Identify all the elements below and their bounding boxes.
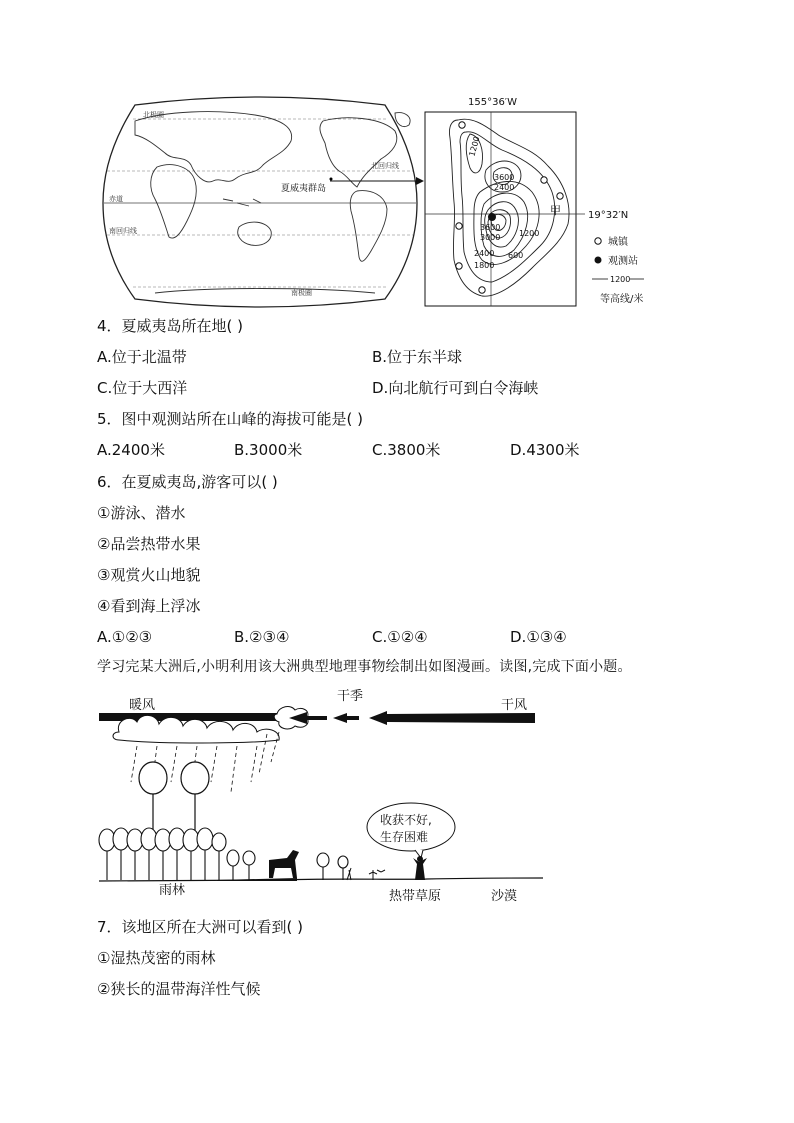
section-intro: 学习完某大洲后,小明利用该大洲典型地理事物绘制出如图漫画。读图,完成下面小题。 [97, 659, 632, 675]
dry-wind-label: 干风 [501, 698, 528, 713]
town-marker [479, 287, 485, 293]
q6-option-d[interactable]: D.①③④ [510, 628, 567, 646]
hawaii-label: 夏威夷群岛 [281, 184, 327, 194]
q4-option-c[interactable]: C.位于大西洋 [97, 379, 188, 397]
q6-option-c[interactable]: C.①②④ [372, 628, 428, 646]
bubble-line-1: 收获不好, [380, 813, 432, 827]
rainforest-label: 雨林 [159, 883, 186, 898]
contour-label: 2400 [474, 249, 495, 258]
savanna-label: 热带草原 [389, 889, 442, 904]
q5-option-d[interactable]: D.4300米 [510, 441, 580, 459]
animal-silhouette [269, 850, 299, 878]
town-marker [557, 193, 563, 199]
contour-label: 3000 [480, 233, 501, 242]
legend-station-icon [595, 257, 602, 264]
tropic-capricorn-label: 南回归线 [109, 227, 137, 235]
legend-town-icon [595, 238, 601, 244]
q4-option-b[interactable]: B.位于东半球 [372, 348, 463, 366]
map-connector-arrow [330, 175, 426, 187]
tropic-cancer-label: 北回归线 [371, 162, 399, 170]
tall-trees [139, 762, 209, 832]
world-map-figure [95, 95, 425, 310]
q6-item-3: ③观赏火山地貌 [97, 566, 201, 584]
q7-item-2: ②狭长的温带海洋性气候 [97, 980, 261, 998]
contour-label: 3600 [494, 173, 515, 182]
rainforest-trees [99, 828, 348, 880]
ground-line [99, 878, 543, 881]
town-marker [541, 177, 547, 183]
legend-contour-caption: 等高线/米 [600, 294, 644, 305]
antarctic-circle-label: 南极圈 [291, 289, 312, 297]
arctic-circle-label: 北极圈 [143, 111, 164, 119]
q5-option-a[interactable]: A.2400米 [97, 441, 165, 459]
q5-option-b[interactable]: B.3000米 [234, 441, 303, 459]
legend-contour-value: 1200 [610, 275, 631, 284]
island-contour-map [422, 92, 657, 310]
q6-item-1: ①游泳、潜水 [97, 504, 186, 522]
contour-label: 2400 [494, 183, 515, 192]
contour-label: 3600 [480, 223, 501, 232]
contour-label: 1800 [474, 261, 495, 270]
desert-label: 沙漠 [491, 889, 518, 904]
dry-arrow-2 [333, 713, 359, 723]
dry-wind-arrow [369, 711, 535, 725]
dry-season-label: 干季 [337, 689, 364, 704]
q5-stem: 5．图中观测站所在山峰的海拔可能是( ) [97, 410, 364, 428]
contour-label: 1200 [467, 135, 482, 158]
farmer-head [417, 856, 423, 862]
map-legend [592, 235, 644, 305]
q6-option-a[interactable]: A.①②③ [97, 628, 153, 646]
town-marker [456, 263, 462, 269]
legend-town-label: 城镇 [608, 237, 628, 248]
q6-item-4: ④看到海上浮冰 [97, 597, 201, 615]
q6-option-b[interactable]: B.②③④ [234, 628, 290, 646]
ground-dark [217, 878, 297, 881]
q6-stem: 6．在夏威夷岛,游客可以( ) [97, 473, 278, 491]
q7-item-1: ①湿热茂密的雨林 [97, 949, 216, 967]
climate-cartoon-figure [97, 682, 547, 908]
town-marker [456, 223, 462, 229]
jia-label: 甲 [550, 204, 561, 217]
longitude-label: 155°36′W [468, 97, 517, 108]
q5-option-c[interactable]: C.3800米 [372, 441, 441, 459]
observation-station-marker [488, 213, 496, 221]
q6-item-2: ②品尝热带水果 [97, 535, 201, 553]
equator-label: 赤道 [109, 195, 123, 203]
latitude-label: 19°32′N [588, 210, 629, 221]
contour-label: 600 [508, 251, 524, 260]
bubble-line-2: 生存困难 [380, 830, 429, 844]
small-plants [347, 868, 385, 880]
q4-option-a[interactable]: A.位于北温带 [97, 348, 187, 366]
q4-stem: 4．夏威夷岛所在地( ) [97, 317, 244, 335]
warm-wind-label: 暖风 [129, 698, 156, 713]
q4-option-d[interactable]: D.向北航行可到白令海峡 [372, 379, 539, 397]
town-marker [459, 122, 465, 128]
q7-stem: 7．该地区所在大洲可以看到( ) [97, 918, 304, 936]
legend-station-label: 观测站 [608, 256, 638, 267]
contour-label: 1200 [519, 229, 540, 238]
